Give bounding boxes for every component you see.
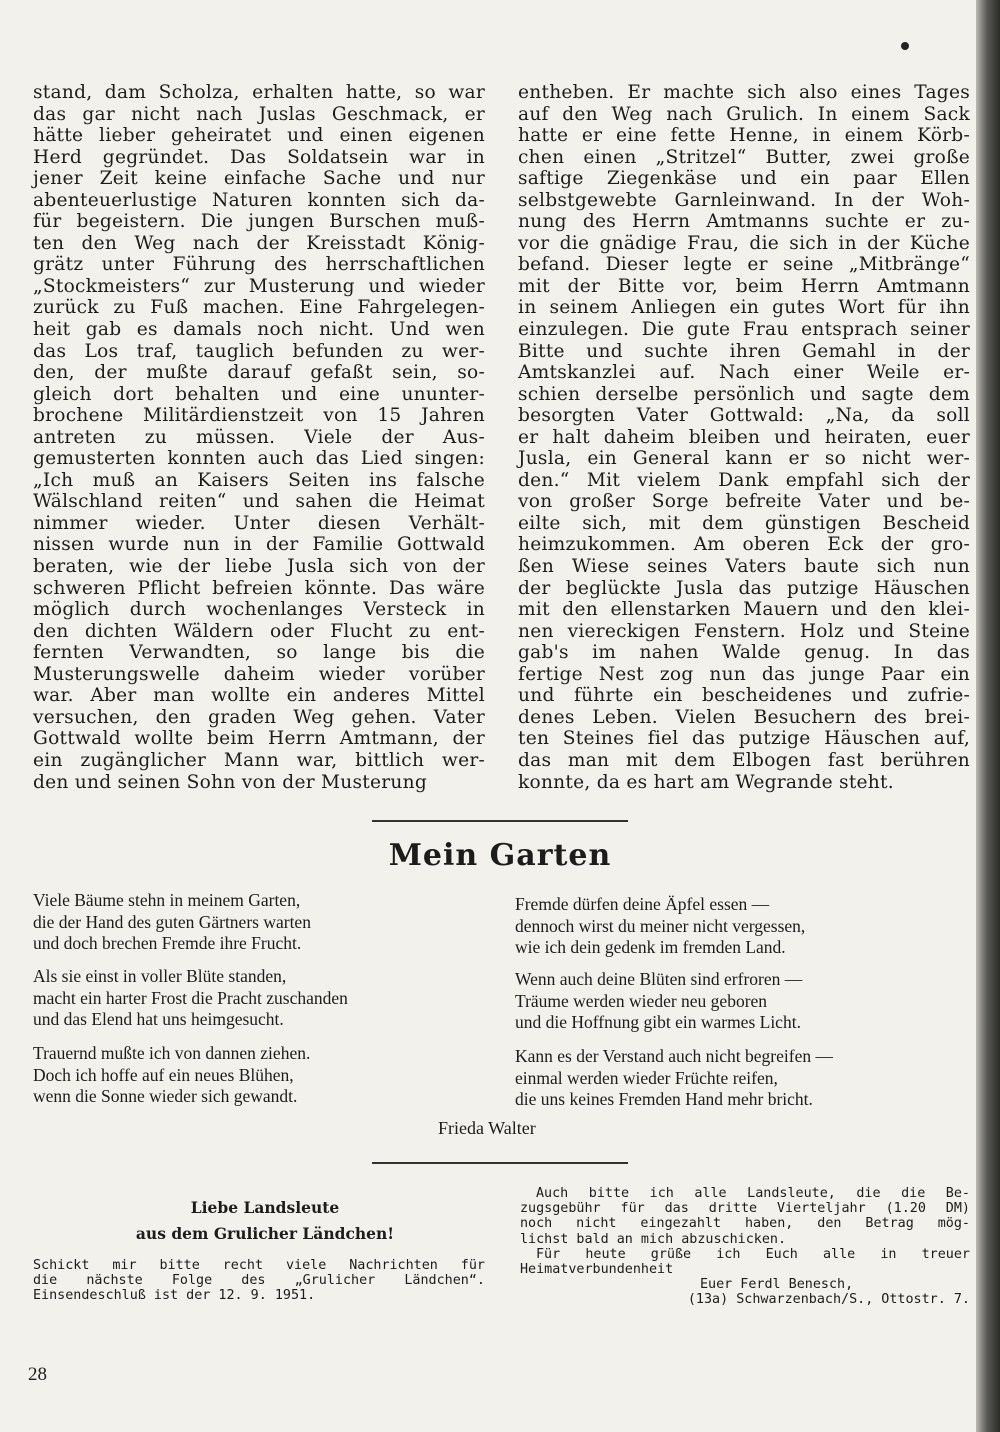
text-line: gleich dort behalten und eine ununter- [33, 383, 485, 405]
book-binding-shadow [976, 0, 1000, 1432]
text-line: das man mit dem Elbogen fast berühren [518, 749, 970, 771]
poem-line: Wenn auch deine Blüten sind erfroren — [515, 969, 803, 989]
poem-line: dennoch wirst du meiner nicht vergessen, [515, 915, 806, 936]
text-line: von großer Sorge befreite Vater und be- [518, 491, 970, 513]
poem-line: Viele Bäume stehn in meinem Garten, [33, 890, 301, 910]
text-line: ten Steines fiel das putzige Häuschen auf, [518, 728, 970, 750]
text-line: Herd gegründet. Das Soldatsein war in [33, 146, 485, 168]
text-line: für begeistern. Die jungen Burschen muß- [33, 211, 485, 233]
text-line: versuchen, den graden Weg gehen. Vater [33, 706, 485, 728]
notice-line: lichst bald an mich abzuschicken. [520, 1231, 787, 1247]
text-line: war. Aber man wollte ein anderes Mittel [33, 685, 485, 707]
text-line: befand. Dieser legte er seine „Mitbränge“ [518, 254, 970, 276]
text-line: fernten Verwandten, so lange bis die [33, 642, 485, 664]
text-line: beraten, wie der liebe Jusla sich von der [33, 556, 485, 578]
text-line: schien derselbe persönlich und sagte dem [518, 383, 970, 405]
text-line: fertige Nest zog nun das junge Paar ein [518, 663, 970, 685]
text-line: schweren Pflicht befreien könnte. Das wäre [33, 577, 485, 599]
text-line: ßen Wiese seines Vaters baute sich nun [518, 556, 970, 578]
text-line: entheben. Er machte sich also eines Tages [518, 82, 970, 103]
poem-stanza [33, 890, 493, 955]
text-line: vor die gnädige Frau, die sich in der Küche [518, 232, 970, 254]
poem-stanza [33, 1043, 493, 1108]
text-line: nung des Herrn Amtmanns suchte er zu- [518, 211, 970, 233]
text-line: ten den Weg nach der Kreisstadt König- [33, 232, 485, 254]
poem-line: Trauernd mußte ich von dannen ziehen. [33, 1043, 311, 1063]
text-line: der beglückte Jusla das putzige Häuschen [518, 577, 970, 599]
text-line: Amtskanzlei auf. Nach einer Weile er- [518, 362, 970, 384]
poem-line: macht ein harter Frost die Pracht zuschanden [33, 987, 348, 1008]
text-line: eilte sich, mit dem günstigen Bescheid [518, 512, 970, 534]
poem-line: Doch ich hoffe auf ein neues Blühen, [33, 1064, 294, 1085]
text-line: chen einen „Stritzel“ Butter, zwei große [518, 146, 970, 168]
text-line: konnte, da es hart am Wegrande steht. [518, 771, 894, 793]
poem-line: die uns keines Fremden Hand mehr bricht. [515, 1089, 813, 1109]
text-line: stand, dam Scholza, erhalten hatte, so war [33, 82, 485, 103]
notice-signature: Euer Ferdl Benesch, [700, 1277, 854, 1293]
notice-line: noch nicht eingezahlt haben, den Betrag mög- [520, 1216, 970, 1232]
text-line: brochene Militärdienstzeit von 15 Jahren [33, 405, 485, 427]
poem-line: Fremde dürfen deine Äpfel essen — [515, 894, 770, 914]
notice-line: Für heute grüße ich Euch alle in treuer [536, 1246, 970, 1262]
poem-line: und das Elend hat uns heimgesucht. [33, 1009, 284, 1029]
text-line: gab's im nahen Walde genug. In das [518, 642, 970, 664]
notice-text-left [33, 1258, 485, 1304]
text-line: besorgten Vater Gottwald: „Na, da soll [518, 405, 970, 427]
section-divider [372, 820, 628, 822]
text-line: ein zugänglicher Mann war, bittlich wer- [33, 749, 485, 771]
notice-heading: Liebe Landsleute [190, 1198, 340, 1217]
text-line: abenteuerlustige Naturen konnten sich da- [33, 189, 485, 211]
poem-line: einmal werden wieder Früchte reifen, [515, 1067, 778, 1088]
text-line: denes Leben. Vielen Besuchern des brei- [518, 706, 970, 728]
text-line: antreten zu müssen. Viele der Aus- [33, 426, 485, 448]
notice-line: Auch bitte ich alle Landsleute, die die Be- [536, 1186, 970, 1201]
poem-line: wenn die Sonne wieder sich gewandt. [33, 1086, 298, 1106]
poem-line: Kann es der Verstand auch nicht begreifen — [515, 1046, 833, 1066]
text-line: nen viereckigen Fenstern. Holz und Steine [518, 620, 970, 642]
notice-line: die nächste Folge des „Grulicher Ländchen“. [33, 1273, 485, 1289]
article-column-left [33, 82, 485, 793]
text-line: nissen wurde nun in der Familie Gottwald [33, 534, 485, 556]
text-line: hatte er eine fette Henne, in einem Körb- [518, 125, 970, 147]
text-line: den, der mußte darauf gefaßt sein, so- [33, 362, 485, 384]
text-line: gemusterten konnten auch das Lied singen: [33, 448, 485, 470]
poem-line: und doch brechen Fremde ihre Frucht. [33, 933, 302, 953]
text-line: Wälschland reiten“ und sahen die Heimat [33, 491, 485, 513]
notice-line: zugsgebühr für das dritte Vierteljahr (1.20 DM) [520, 1201, 970, 1217]
text-line: saftige Ziegenkäse und ein paar Ellen [518, 168, 970, 190]
text-line: „Ich muß an Kaisers Seiten ins falsche [33, 469, 485, 491]
text-line: nimmer wieder. Unter diesen Verhält- [33, 512, 485, 534]
notice-line: Einsendeschluß ist der 12. 9. 1951. [33, 1288, 316, 1304]
notice-line: Heimatverbundenheit [520, 1262, 674, 1278]
text-line: grätz unter Führung des herrschaftlichen [33, 254, 485, 276]
text-line: und führte ein bescheidenes und zufrie- [518, 685, 970, 707]
poem-line: die der Hand des guten Gärtners warten [33, 911, 311, 932]
notice-text-right [520, 1186, 970, 1308]
text-line: selbstgewebte Garnleinwand. In der Woh- [518, 189, 970, 211]
poem-stanza [515, 969, 975, 1034]
text-line: in seinem Anliegen ein gutes Wort für ihn [518, 297, 970, 319]
poem-stanza [515, 1046, 975, 1111]
text-line: den und seinen Sohn von der Musterung [33, 771, 428, 793]
ink-speck [901, 42, 909, 50]
notice-subheading: aus dem Grulicher Ländchen! [135, 1224, 395, 1243]
text-line: den.“ Mit vielem Dank empfahl sich der [518, 469, 970, 491]
notice-line: Schickt mir bitte recht viele Nachrichten für [33, 1258, 485, 1273]
text-line: jener Zeit keine einfache Sache und nur [33, 168, 485, 190]
text-line: zurück zu Fuß machen. Eine Fahrgelegen- [33, 297, 485, 319]
text-line: einzulegen. Die gute Frau entsprach seiner [518, 319, 970, 341]
text-line: das Los traf, tauglich befunden zu wer- [33, 340, 485, 362]
text-line: möglich durch wochenlanges Versteck in [33, 599, 485, 621]
text-line: das gar nicht nach Juslas Geschmack, er [33, 103, 485, 125]
text-line: Jusla, ein General kann er so nicht wer- [518, 448, 970, 470]
text-line: Musterungswelle daheim wieder vorüber [33, 663, 485, 685]
text-line: Gottwald wollte beim Herrn Amtmann, der [33, 728, 485, 750]
text-line: „Stockmeisters“ zur Musterung und wieder [33, 275, 485, 297]
poem-stanza [515, 894, 975, 959]
text-line: Bitte und suchte ihren Gemahl in der [518, 340, 970, 362]
poem-line: Als sie einst in voller Blüte standen, [33, 966, 287, 986]
text-line: heit gab es damals noch nicht. Und wen [33, 319, 485, 341]
poem-line: und die Hoffnung gibt ein warmes Licht. [515, 1012, 801, 1032]
section-divider [372, 1162, 628, 1164]
article-column-right [518, 82, 970, 793]
poem-line: wie ich dein gedenk im fremden Land. [515, 937, 786, 957]
text-line: auf den Weg nach Grulich. In einem Sack [518, 103, 970, 125]
text-line: den dichten Wäldern oder Flucht zu ent- [33, 620, 485, 642]
poem-title: Mein Garten [388, 838, 612, 873]
text-line: hätte lieber geheiratet und einen eigenen [33, 125, 485, 147]
notice-address: (13a) Schwarzenbach/S., Ottostr. 7. [687, 1292, 970, 1308]
text-line: mit der Bitte vor, beim Herrn Amtmann [518, 275, 970, 297]
text-line: er halt daheim bleiben und heiraten, euer [518, 426, 970, 448]
poem-stanza [33, 966, 493, 1031]
text-line: mit den ellenstarken Mauern und den klei- [518, 599, 970, 621]
poem-line: Träume werden wieder neu geboren [515, 990, 768, 1011]
page-number: 28 [28, 1364, 47, 1385]
poem-author: Frieda Walter [438, 1118, 536, 1138]
text-line: heimzukommen. Am oberen Eck der gro- [518, 534, 970, 556]
